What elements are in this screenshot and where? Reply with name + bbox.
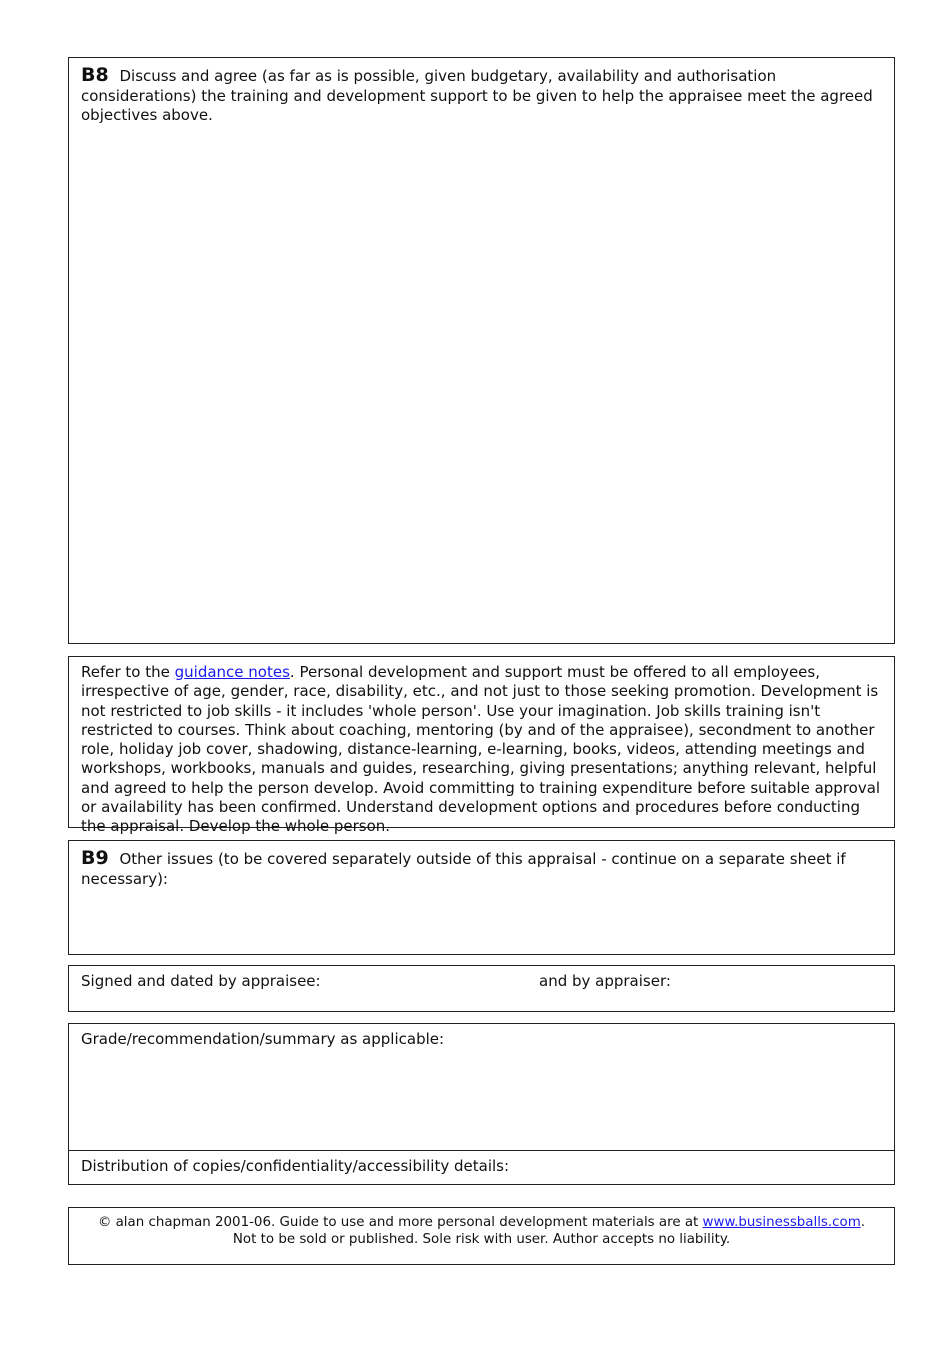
grade-label: Grade/recommendation/summary as applicable:: [81, 1030, 445, 1048]
b8-text: Discuss and agree (as far as is possible, given budgetary, availability and authorisation considerations) the training and development support to be given to help the appraisee meet the agreed objectives above.: [81, 67, 873, 124]
b8-instructions: [69, 58, 894, 126]
b9-instructions: [69, 841, 894, 889]
copyright-text: © alan chapman 2001-06. Guide to use and more personal development materials are at: [97, 1215, 703, 1230]
appraisee-signature-label: Signed and dated by appraisee:: [81, 972, 321, 990]
guidance-prefix: Refer to the: [81, 663, 175, 681]
businessballs-link[interactable]: www.businessballs.com: [702, 1215, 861, 1230]
footer-period: .: [860, 1215, 866, 1230]
footer-line-2: Not to be sold or published. Sole risk with user. Author accepts no liability.: [232, 1232, 731, 1247]
distribution-label: Distribution of copies/confidentiality/accessibility details:: [69, 1150, 894, 1185]
guidance-section: [68, 656, 895, 836]
b8-section: [68, 57, 895, 644]
footer: [68, 1207, 895, 1265]
guidance-body: . Personal development and support must be offered to all employees, irrespective of age, gender, race, disability, etc., and not just to those seeking promotion. Development is not restricted to job skills - it includes 'whole person'. Use your imagination. Job skills training isn't restricted to courses. Think about coaching, mentoring (by and of the appraisee), secondment to another role, holiday job cover, shadowing, distance-learning, e-learning, books, videos, attending meetings and workshops, workbooks, manuals and guides, researching, giving presentations; anything relevant, helpful and agreed to help the person develop. Avoid committing to training expenditure before suitable approval or availability has been confirmed. Understand development options and procedures before conducting the appraisal. Develop the whole person.: [81, 663, 881, 836]
guidance-notes-link[interactable]: guidance notes: [174, 663, 290, 681]
b9-section: [68, 840, 895, 955]
b9-label: B9: [81, 847, 109, 869]
signature-section: [68, 965, 895, 1012]
signature-row: [69, 966, 894, 992]
footer-line-1: [69, 1214, 894, 1231]
b9-text: Other issues (to be covered separately outside of this appraisal - continue on a separate sheet if necessary):: [81, 850, 846, 888]
footer-text: [69, 1208, 894, 1248]
grade-section: [68, 1023, 895, 1185]
guidance-paragraph: [69, 657, 894, 837]
appraiser-signature-label: and by appraiser:: [539, 972, 671, 990]
b8-label: B8: [81, 64, 109, 86]
